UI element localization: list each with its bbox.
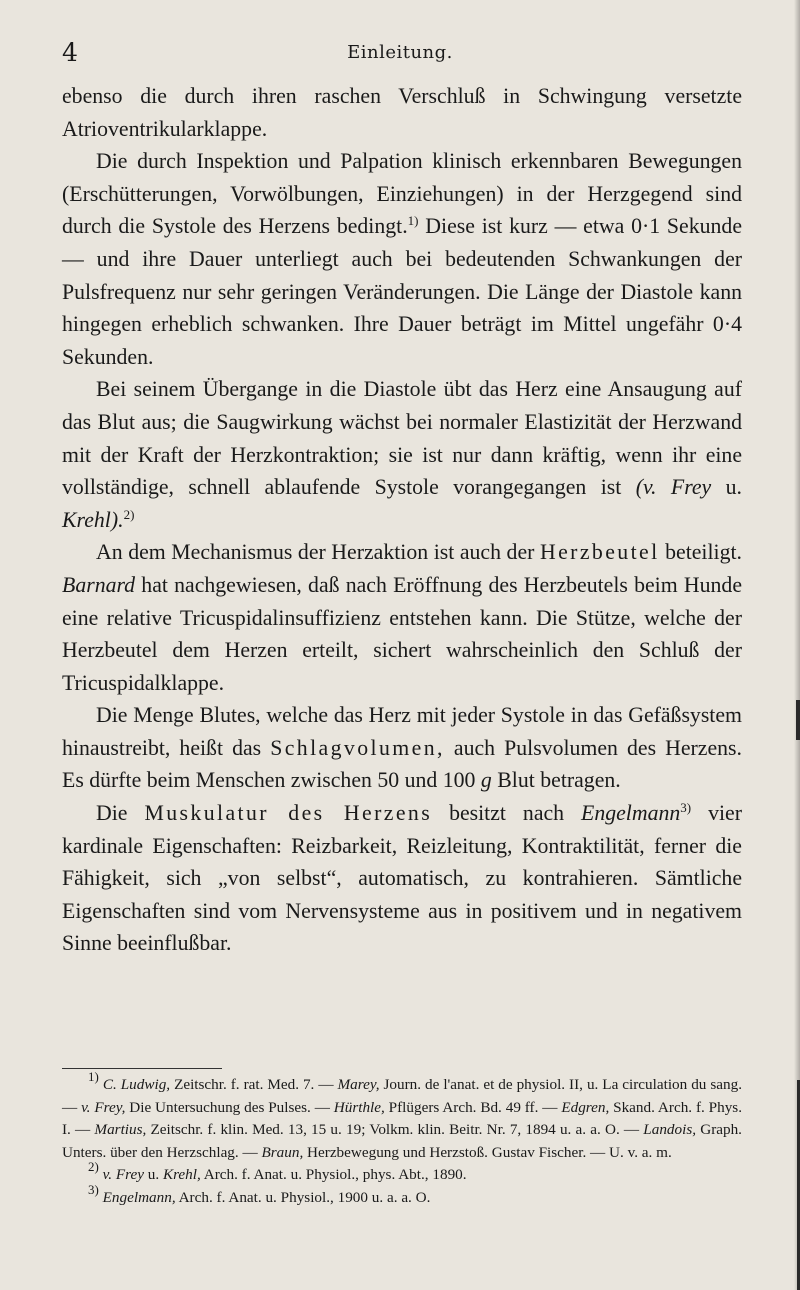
footnote-ref-3[interactable]: 3) [680, 800, 692, 816]
footnote-2: 2) v. Frey u. Krehl, Arch. f. Anat. u. Physiol., phys. Abt., 1890. [88, 1159, 467, 1183]
footnote-ref-1[interactable]: 1) [407, 213, 419, 229]
citation: Krehl). [62, 507, 124, 532]
paragraph-6: Die Muskulatur des Herzens besitzt nach Engelmann$^{3)}$ vier kardinale Eigenschaften: Reizbarkeit, Reizleitung, Kontraktilität, ferner die Fähigkeit, sich „von selbst“, automatisch, zu kontrahieren. Sämtliche Eigenschaften sind vom Nervensysteme aus in positivem und in negativem Sinne beeinflußbar. [62, 800, 742, 956]
footnote-ref-2[interactable]: 2) [123, 506, 135, 522]
unit: g [480, 768, 492, 793]
emphasized-term: Muskulatur des Herzens [144, 801, 433, 826]
author-name: Barnard [62, 572, 136, 597]
emphasized-term: Schlagvolumen, [270, 735, 445, 760]
paragraph-2: Die durch Inspektion und Palpation klinisch erkennbaren Bewegungen (Erschütterungen, Vorwölbungen, Einziehungen) in der Herzgegend sind durch die Systole des Herzens bedingt.$^{1)}$ Diese ist kurz — etwa 0·1 Sekunde — und ihre Dauer unterliegt auch bei bedeutenden Schwankungen der Pulsfrequenz nur sehr geringen Veränderungen. Die Länge der Diastole kann hingegen erheblich schwanken. Ihre Dauer beträgt im Mittel ungefähr 0·4 Sekunden. [62, 149, 742, 369]
page-edge-mark [796, 700, 800, 740]
paragraph-3: Bei seinem Übergange in die Diastole übt das Herz eine Ansaugung auf das Blut aus; die Saugwirkung wächst bei normaler Elastizität der Herzwand mit der Kraft der Herzkontraktion; sie ist nur dann kräftig, wenn ihr eine vollständige, schnell ablaufende Systole vorangegangen ist (v. Frey u. Krehl).$^{2)}$ [62, 377, 742, 532]
footnote-1: 1) C. Ludwig, Zeitschr. f. rat. Med. 7. — Marey, Journ. de l'anat. et de physiol. II, u. La circulation du sang. — v. Frey, Die Untersuchung des Pulses. — Hürthle, Pflügers Arch. Bd. 49 ff. — Edgren, Skand. Arch. f. Phys. I. — Martius, Zeitschr. f. klin. Med. 13, 15 u. 19; Volkm. klin. Beitr. Nr. 7, 1894 u. a. a. O. — Landois, Graph. Unters. über den Herzschlag. — Braun, Herzbewegung und Herzstoß. Gustav Fischer. — U. v. a. m. [62, 1069, 743, 1161]
emphasized-term: Herzbeutel [539, 540, 660, 565]
page-number: 4 [62, 38, 78, 67]
running-head: Einleitung. [347, 42, 453, 63]
citation: (v. Frey [635, 475, 712, 500]
paragraph-1: ebenso die durch ihren raschen Verschluß in Schwingung versetzte Atrioventrikularklappe. [62, 84, 742, 141]
paragraph-4: An dem Mechanismus der Herzaktion ist auch der Herzbeutel beteiligt. Barnard hat nachgewiesen, daß nach Eröffnung des Herzbeutels beim Hunde eine relative Tricuspidalinsuffizienz entstehen kann. Die Stütze, welche der Herzbeutel dem Herzen erteilt, sichert wahrscheinlich den Schluß der Tricuspidalklappe. [62, 540, 742, 695]
paragraph-5: Die Menge Blutes, welche das Herz mit jeder Systole in das Gefäßsystem hinaustreibt, heißt das Schlagvolumen, auch Pulsvolumen des Herzens. Es dürfte beim Menschen zwischen 50 und 100 g Blut betragen. [62, 703, 742, 793]
page-header [62, 38, 738, 68]
body-text [62, 80, 742, 960]
footnotes [62, 1069, 743, 1209]
footnote-divider [62, 1068, 222, 1069]
author-name: Engelmann [581, 801, 681, 826]
footnote-3: 3) Engelmann, Arch. f. Anat. u. Physiol., 1900 u. a. a. O. [88, 1181, 431, 1206]
